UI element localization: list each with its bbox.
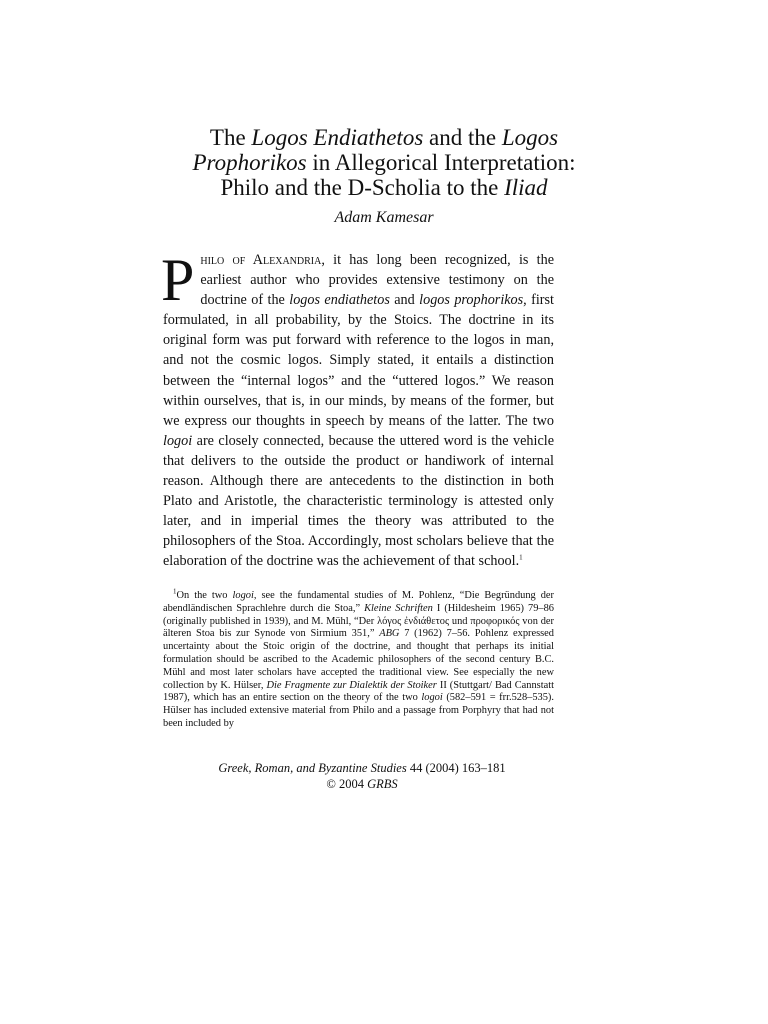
journal-line-2 xyxy=(0,776,724,792)
footnote-italic: logoi xyxy=(232,590,254,601)
footnote-small-caps: B.C. xyxy=(534,653,554,665)
body-text-run: are closely connected, because the uttered word is the vehicle that delivers to the outside the product or handiwork of internal reason. Although there are antecedents to the distinction in both Plato and Aristotle, the characteristic terminology is attested only later, and in imperial times the theory was attributed to the philosophers of the Stoa. Accordingly, most scholars believe that the elaboration of the doctrine was the achievement of that school. xyxy=(163,432,554,570)
body-text-run: , it has long been recognized, is the earliest author who provides extensive testimony on the doctrine of the xyxy=(200,252,554,309)
title-line-3 xyxy=(0,175,768,200)
journal-volume: 44 (2004) 163–181 xyxy=(406,761,506,775)
footnote-number: 1 xyxy=(173,587,177,596)
footnote-italic: Kleine Schriften xyxy=(364,602,433,614)
copyright-holder: GRBS xyxy=(367,777,398,791)
footnote-text: (582–591 = frr.528–535). Hülser has included extensive material from Philo and a passage from Porphyry that had not been included by xyxy=(163,692,554,729)
article-title xyxy=(0,125,768,200)
footnote-text: 7 (1962) 7–56. Pohlenz expressed uncertainty about the Stoic origin of the doctrine, and thought that perhaps its initial formulation should be ascribed to the Academic philosophers of the second century xyxy=(163,628,554,665)
title-text: and the xyxy=(423,125,502,150)
footnote-text: I (Hildesheim 1965) 79–86 (originally published in 1939), and M. Mühl, “Der λόγος ἐνδιάθετος und προφορικός von der älteren Stoa bis zur Synode von Sirmium 351,” xyxy=(163,602,554,640)
title-italic: Iliad xyxy=(504,175,548,200)
journal-line-1 xyxy=(0,760,724,776)
title-text: in Allegorical Interpretation: xyxy=(306,150,576,175)
title-text: Philo and the D-Scholia to the xyxy=(220,175,505,200)
footnote-italic: Die Fragmente zur Dialektik der Stoiker xyxy=(266,679,437,691)
title-italic: Prophorikos xyxy=(192,150,307,175)
body-text xyxy=(161,247,554,572)
footnote-italic: ABG xyxy=(379,628,400,640)
body-italic-term: logoi xyxy=(163,432,193,449)
footnote-marker[interactable]: 1 xyxy=(519,553,523,562)
body-italic-term: logos endiathetos xyxy=(289,292,390,309)
journal-name: Greek, Roman, and Byzantine Studies xyxy=(218,761,407,775)
footnote xyxy=(163,587,554,731)
footnote-text: II (Stuttgart/ Bad Cannstatt 1987), which has an entire section on the theory of the two xyxy=(163,679,554,704)
title-italic: Logos Endiathetos xyxy=(251,125,424,150)
body-italic-term: logos prophorikos xyxy=(419,292,524,309)
footnote-text: Mühl and most later scholars have accepted the traditional view. See especially the new collection by K. Hülser, xyxy=(163,666,554,691)
title-italic: Logos xyxy=(501,125,559,150)
drop-cap: P xyxy=(161,247,195,313)
footnote-text: On the two xyxy=(176,590,233,601)
opening-small-caps: hilo of Alexandria xyxy=(200,252,322,268)
footnote-italic: logoi xyxy=(421,692,443,704)
author-name: Adam Kamesar xyxy=(334,209,434,226)
journal-citation xyxy=(0,760,724,792)
footnote-text: , see the fundamental studies of M. Pohlenz, “Die Begründung der abendländischen Sprachlehre durch die Stoa,” xyxy=(163,590,554,614)
body-text-run: and xyxy=(389,292,420,309)
body-text-run: , first formulated, in all probability, by the Stoics. The doctrine in its original form was put forward with reference to the logos in man, and not the cosmic logos. Simply stated, it entails a distinction between the “internal logos” and the “uttered logos.” We reason within ourselves, that is, in our minds, by means of the former, but we express our thoughts in speech by means of the latter. The two xyxy=(163,292,554,429)
title-line-1 xyxy=(0,125,768,150)
title-line-2 xyxy=(0,150,768,175)
title-text: The xyxy=(209,125,252,150)
footnote-paragraph xyxy=(163,587,554,731)
body-paragraph xyxy=(161,247,554,572)
copyright-text: © 2004 xyxy=(326,777,368,791)
